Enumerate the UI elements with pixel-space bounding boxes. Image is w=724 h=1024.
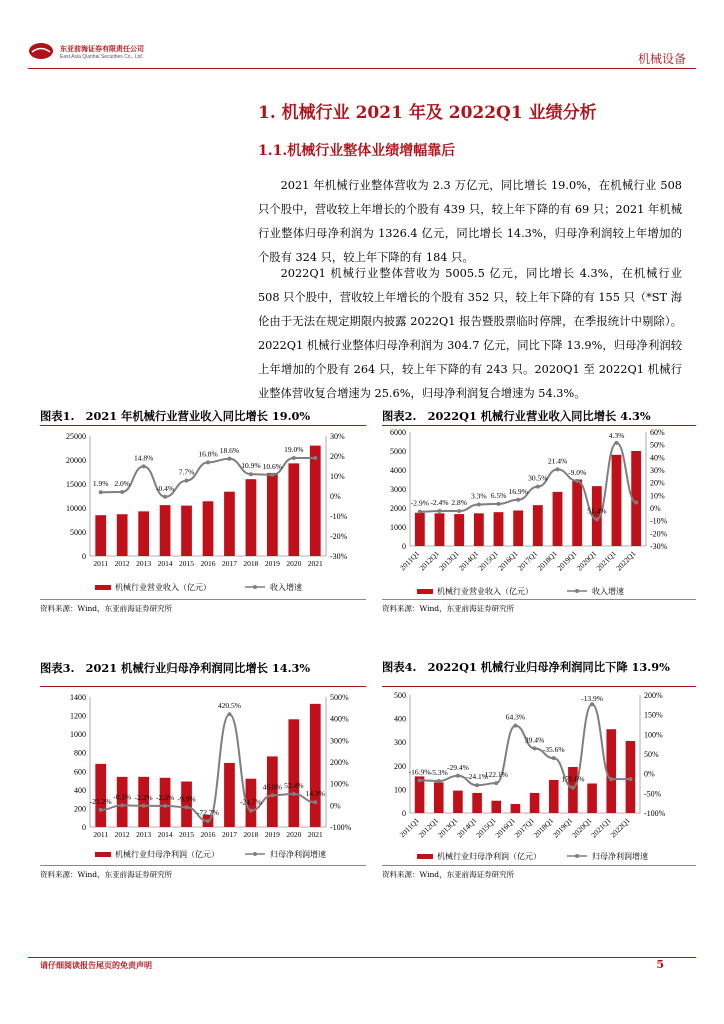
category-label: 2015Q1 [474,816,498,840]
growth-point [185,479,189,483]
growth-point [99,808,103,812]
growth-data-label: 14.8% [133,453,154,463]
growth-data-label: -2.9% [410,498,429,508]
paragraph-1: 2021 年机械行业整体营收为 2.3 万亿元，同比增长 19.0%，在机械行业 508 只个股中，营收较上年增长的个股有 439 只，较上年下降的有 69 只；2021 年机械行业整体归母净利润为 1326.4 亿元，同比增长 14.3%，归母净利润较上年增加的个股有 324 只，较上年下降的有 184 只。 [258,179,682,264]
legend-line-label: 收入增速 [592,587,624,596]
figure-1-chart [40,428,366,598]
revenue-bar [587,784,597,814]
growth-point [227,457,231,461]
category-label: 2019 [264,559,280,568]
right-axis-tick: 300% [330,736,349,746]
category-label: 2013 [136,559,152,568]
revenue-bar [95,515,106,556]
left-axis-tick: 1000 [390,523,406,532]
category-label: 2022Q1 [614,549,638,573]
page-number: 5 [656,958,664,971]
left-axis-tick: 0 [402,809,406,818]
right-axis-tick: 0% [330,492,341,501]
category-label: 2017Q1 [512,816,536,840]
left-axis-tick: 1200 [70,711,86,721]
left-axis-tick: 200 [394,761,406,771]
figure-2-title: 图表2. 2022Q1 机械行业营业收入同比增长 4.3% [382,409,651,423]
legend-bar-label: 机械行业营业收入（亿元） [115,583,211,592]
category-label: 2018 [243,830,259,839]
legend-line-label: 归母净利润增速 [270,850,326,859]
growth-point [292,456,296,460]
growth-data-label: 51.4% [587,506,607,516]
growth-point [556,467,560,471]
left-axis-tick: 5000 [390,447,406,456]
right-axis-tick: -30% [650,542,668,551]
category-label: 2014 [157,830,173,839]
left-axis-tick: 1400 [70,693,86,702]
category-label: 2021 [307,559,323,568]
growth-data-label: -35.6% [542,745,565,755]
revenue-bar [224,763,235,827]
right-axis-tick: 0% [644,769,655,779]
legend-line-marker [253,585,257,589]
growth-data-label: 21.4% [547,456,568,466]
growth-data-label: -24.1% [466,772,489,782]
category-label: 2016Q1 [493,816,517,840]
growth-point [418,510,422,514]
figure-2-chart [382,428,696,598]
company-logo-icon [28,42,54,60]
growth-data-label: 4.3% [608,431,625,440]
growth-point [163,804,167,808]
growth-point [99,490,103,494]
growth-point [120,803,124,807]
left-axis-tick: 0 [82,823,86,832]
right-axis-tick: -10% [650,516,668,526]
revenue-bar [530,793,540,813]
right-axis-tick: 100% [644,730,663,740]
revenue-bar [160,505,171,556]
growth-point [575,479,579,483]
figure-3-source: 资料来源：Wind，东亚前海证券研究所 [40,870,173,879]
revenue-bar [138,777,149,827]
growth-data-label: 6.5% [490,490,507,500]
revenue-bar [513,510,523,546]
growth-point [533,746,537,750]
growth-data-label: 2.8% [451,498,467,508]
revenue-bar [415,513,425,546]
growth-point [185,805,189,809]
growth-point [494,781,498,785]
growth-point [142,804,146,808]
growth-point [497,502,501,506]
growth-data-label: 7.7% [178,467,195,477]
growth-point [142,464,146,468]
growth-point [249,472,253,476]
category-label: 2016 [200,830,216,839]
right-axis-tick: 50% [650,440,665,450]
revenue-bar [491,801,501,813]
growth-data-label: 122.1% [484,770,508,780]
category-label: 2016 [200,559,216,568]
revenue-bar [435,513,445,546]
growth-point [609,777,613,781]
category-label: 2014Q1 [456,549,481,573]
right-axis-tick: 10% [330,472,345,481]
left-axis-tick: 1000 [70,730,86,740]
growth-data-label: -0.1% [113,792,132,802]
left-axis-tick: 20000 [66,456,86,465]
growth-point [206,819,210,823]
category-label: 2019Q1 [550,816,575,840]
figure-4-chart [382,689,696,864]
growth-point [552,756,556,760]
figure-2-rule [382,425,696,426]
left-axis-tick: 5000 [70,528,86,537]
category-label: 2020 [286,559,302,568]
category-label: 2020 [286,830,302,839]
growth-point [438,509,442,513]
category-label: 2013Q1 [435,816,460,840]
growth-point [120,490,124,494]
growth-data-label: 14.3% [305,789,325,799]
growth-data-label: 2.0% [114,479,130,488]
growth-data-label: 52.4% [284,780,304,790]
revenue-bar [606,729,616,813]
revenue-bar [117,777,128,827]
left-axis-tick: 0 [402,542,406,551]
revenue-bar [160,778,171,827]
growth-point [313,456,317,460]
growth-point [536,485,540,489]
legend-bar-swatch [417,854,433,859]
growth-data-label: -24.7% [239,797,262,807]
growth-data-label: 30.5% [528,473,548,483]
growth-point [595,517,599,521]
legend-bar-swatch [95,585,111,590]
figure-1-rule [40,425,366,426]
growth-point [571,786,575,790]
legend-bar-swatch [95,852,111,857]
left-axis-tick: 600 [74,767,86,777]
left-axis-tick: 25000 [66,432,86,441]
right-axis-tick: 10% [650,491,665,501]
revenue-bar [246,479,257,556]
right-axis-tick: 20% [650,478,665,488]
revenue-bar [203,501,214,556]
right-axis-tick: 400% [330,714,349,724]
growth-data-label: 10.6% [262,461,283,471]
category-label: 2013Q1 [437,549,461,573]
header-divider [28,68,696,69]
company-name-en: East Asia Qianhai Securities Co., Ltd. [60,54,144,60]
right-axis-tick: 40% [650,453,665,463]
left-axis-tick: 2000 [390,504,406,513]
growth-point [206,460,210,464]
category-label: 2017 [221,830,237,839]
right-axis-tick: 30% [330,432,345,441]
revenue-bar [511,804,521,813]
category-label: 2018Q1 [535,549,559,573]
revenue-bar [572,480,582,547]
right-axis-tick: 30% [650,466,665,475]
growth-point [516,498,520,502]
right-axis-tick: 0% [330,801,341,811]
right-axis-tick: 200% [644,691,663,700]
growth-data-label: -9.0% [177,794,196,804]
growth-line [101,714,316,821]
left-axis-tick: 100 [394,785,406,795]
growth-data-label: 1.9% [92,479,109,489]
legend-line-label: 归母净利润增速 [592,852,648,861]
right-axis-tick: -50% [644,789,662,799]
growth-point [634,501,638,505]
growth-data-label: -21.2% [89,796,112,806]
right-axis-tick: 100% [330,779,349,789]
revenue-bar [626,741,636,813]
growth-data-label: 18.6% [219,445,240,455]
category-label: 2011Q1 [397,816,421,840]
category-label: 2012Q1 [416,816,441,840]
growth-point [615,441,619,445]
legend-bar-swatch [417,589,433,594]
category-label: 2021Q1 [594,549,618,573]
left-axis-tick: 10000 [66,504,86,513]
figure-3-title: 图表3. 2021 机械行业归母净利润同比增长 14.3% [40,661,311,675]
category-label: 2012 [114,830,130,839]
figure-4-rule [382,686,696,687]
revenue-bar [434,782,444,813]
growth-point [628,777,632,781]
figure-3-chart [40,689,366,864]
growth-data-label: -9.0% [568,467,587,477]
category-label: 2015Q1 [476,549,500,573]
category-label: 2015 [179,559,195,568]
figure-4-source: 资料来源：Wind，东亚前海证券研究所 [382,870,515,879]
category-label: 2021Q1 [589,816,613,840]
category-label: 2018Q1 [531,816,556,840]
growth-point [163,495,167,499]
left-axis-tick: 800 [74,748,86,758]
revenue-bar [612,455,622,546]
category-label: 2017 [221,559,237,568]
footer-divider [28,957,696,958]
legend-line-marker [253,852,257,856]
growth-data-label: 420.5% [217,701,242,711]
category-label: 2018 [243,559,259,568]
legend-line-marker [575,589,579,593]
growth-data-label: 39.4% [524,735,545,745]
category-label: 2014Q1 [455,816,479,840]
legend-line-marker [575,854,579,858]
growth-point [477,502,481,506]
category-label: 2013 [136,830,152,839]
growth-point [227,712,231,716]
growth-data-label: 10.9% [241,461,261,471]
figure-2-source-rule [382,599,696,600]
growth-data-label: 176.6% [561,774,585,784]
figure-1-title: 图表1. 2021 年机械行业营业收入同比增长 19.0% [40,409,311,423]
growth-data-label: 3.3% [471,491,487,501]
right-axis-tick: -30% [330,552,348,561]
right-axis-tick: -10% [330,512,348,521]
revenue-bar [453,791,463,813]
growth-point [457,509,461,513]
growth-data-label: 64.3% [505,712,526,722]
revenue-bar [549,780,559,813]
revenue-bar [117,514,128,556]
growth-point [270,793,274,797]
figure-1-source: 资料来源：Wind，东亚前海证券研究所 [40,604,173,613]
revenue-bar [138,511,149,556]
figure-1-source-rule [40,599,366,600]
disclaimer-note: 请仔细阅读报告尾页的免责声明 [40,960,152,970]
growth-data-label: -72.7% [197,808,219,818]
growth-data-label: -2.3% [156,792,175,802]
figure-4-source-rule [382,865,696,866]
growth-point [249,809,253,813]
right-axis-tick: 60% [650,428,665,437]
category-label: 2021 [307,830,323,839]
section-heading: 1. 机械行业 2021 年及 2022Q1 业绩分析 [258,103,597,123]
left-axis-tick: 400 [74,785,86,795]
category-label: 2020Q1 [570,816,594,840]
figure-3-source-rule [40,865,366,866]
paragraph-2: 2022Q1 机械行业整体营收为 5005.5 亿元，同比增长 4.3%，在机械行业 508 只个股中，营收较上年增长的个股有 352 只，较上年下降的有 155 只（*ST 海伦由于无法在规定期限内披露 2022Q1 报告暨股票临时停牌，在季报统计中剔除）。2022Q1 机械行业整体归母净利润为 304.7 亿元，同比下降 13.9%，归母净利润较上年增加的个股有 264 只，较上年下降的有 243 只。2020Q1 至 2022Q1 机械行业整体营收复合增速为 25.6%，归母净利润复合增速为 54.3%。 [258,267,682,400]
category-label: 2011Q1 [397,549,422,573]
category-label: 2015 [179,830,195,839]
left-axis-tick: 400 [394,714,406,724]
section-tag: 机械设备 [637,52,686,66]
growth-point [437,779,441,783]
growth-point [456,774,460,778]
growth-data-label: 19.0% [284,445,304,454]
category-label: 2017Q1 [515,549,540,573]
revenue-bar [288,719,299,827]
revenue-bar [310,446,321,556]
right-axis-tick: 200% [330,758,349,767]
right-axis-tick: 20% [330,452,345,461]
growth-point [270,473,274,477]
category-label: 2012 [114,559,130,568]
figure-2-source: 资料来源：Wind，东亚前海证券研究所 [382,604,515,613]
growth-point [418,778,422,782]
revenue-bar [454,514,464,546]
revenue-bar [310,704,321,827]
legend-bar-label: 机械行业归母净利润（亿元） [437,852,541,861]
category-label: 2019 [264,830,280,839]
company-name-cn: 东亚前海证券有限责任公司 [60,45,144,53]
right-axis-tick: 500% [330,693,349,702]
left-axis-tick: 3000 [390,485,406,494]
left-axis-tick: 300 [394,738,406,748]
revenue-bar [494,512,504,546]
right-axis-tick: -100% [330,823,352,832]
revenue-bar [472,793,482,813]
left-axis-tick: 500 [394,691,406,700]
revenue-bar [533,505,543,546]
growth-data-label: 16.9% [508,486,528,496]
right-axis-tick: -100% [644,809,666,818]
left-axis-tick: 0 [82,552,86,561]
growth-data-label: 16.8% [198,449,218,459]
category-label: 2011 [93,830,109,839]
figure-4-title: 图表4. 2022Q1 机械行业归母净利润同比下降 13.9% [382,660,670,674]
revenue-bar [181,506,192,556]
left-axis-tick: 200 [74,804,86,814]
growth-data-label: 46.0% [262,782,283,792]
category-label: 2020Q1 [574,549,599,573]
growth-point [475,783,479,787]
category-label: 2014 [157,559,173,568]
category-label: 2011 [93,559,109,568]
revenue-bar [474,513,484,546]
right-axis-tick: 0% [650,504,661,513]
growth-data-label: -16.9% [408,767,431,777]
revenue-bar [181,782,192,828]
right-axis-tick: -20% [650,529,668,539]
legend-bar-label: 机械行业营业收入（亿元） [437,587,533,596]
growth-data-label: -29.4% [446,762,469,772]
category-label: 2012Q1 [417,549,441,573]
revenue-bar [267,473,278,556]
revenue-bar [288,463,299,556]
right-axis-tick: 50% [644,750,659,759]
growth-data-label: -13.9% [581,694,604,703]
revenue-bar [553,492,563,546]
category-label: 2016Q1 [496,549,520,573]
legend-bar-label: 机械行业归母净利润（亿元） [115,850,219,859]
right-axis-tick: 150% [644,710,663,720]
growth-data-label: -2.2% [134,792,153,802]
left-axis-tick: 4000 [390,466,406,475]
revenue-bar [267,756,278,827]
figure-3-rule [40,686,366,687]
category-label: 2022Q1 [608,816,632,840]
left-axis-tick: 6000 [390,428,406,437]
revenue-bar [95,764,106,827]
growth-point [513,724,517,728]
legend-line-label: 收入增速 [270,583,302,592]
left-axis-tick: 15000 [66,480,86,489]
right-axis-tick: -20% [330,532,348,541]
category-label: 2019Q1 [555,549,579,573]
growth-point [313,800,317,804]
revenue-bar [224,492,235,556]
growth-point [292,792,296,796]
subsection-heading: 1.1.机械行业整体业绩增幅靠后 [258,143,456,159]
growth-data-label: -2.4% [430,498,449,508]
growth-data-label: -5.3% [429,768,448,778]
growth-data-label: -0.4% [156,483,175,493]
